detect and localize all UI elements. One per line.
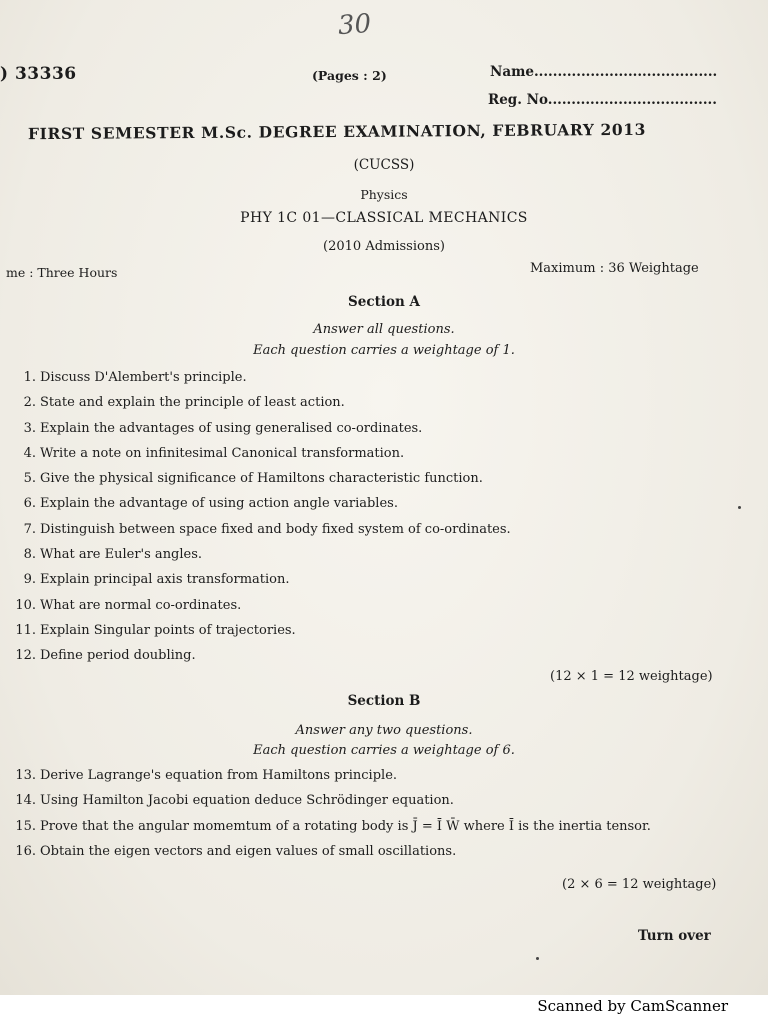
section-a-title: Section A [348,294,420,310]
question-text: Distinguish between space fixed and body fixed system of co-ordinates. [40,521,511,537]
question-number: 1. [23,370,36,385]
question-item [6,471,511,496]
section-b-instruction-2: Each question carries a weightage of 6. [253,743,515,758]
turn-over-label: Turn over [638,928,711,944]
section-b-instruction-1: Answer any two questions. [295,723,473,738]
question-number: 13. [15,768,36,783]
speck-mark [738,506,741,509]
question-text: Obtain the eigen vectors and eigen values of small oscillations. [40,843,457,859]
question-text: State and explain the principle of least action. [40,395,345,411]
question-text: Explain the advantages of using generalised co-ordinates. [40,420,423,436]
section-b-title: Section B [347,693,421,709]
question-text: Give the physical significance of Hamiltons characteristic function. [40,471,483,487]
question-item [6,446,511,471]
exam-maximum: Maximum : 36 Weightage [530,261,699,276]
question-text: Explain principal axis transformation. [40,572,290,588]
question-number: 8. [23,547,36,563]
question-item [6,522,511,547]
section-b-question-list [6,768,651,869]
question-number: 4. [23,445,36,461]
question-item [6,623,511,648]
page-count: (Pages : 2) [312,68,387,83]
question-number: 6. [23,496,36,512]
question-number: 14. [15,793,36,809]
question-text: Write a note on infinitesimal Canonical transformation. [40,445,405,461]
question-text: Explain the advantage of using action angle variables. [40,496,398,512]
speck-mark [536,957,539,960]
question-number: 2. [23,395,36,411]
question-item [6,572,511,597]
question-item [6,598,511,623]
question-number: 10. [15,597,36,613]
question-item [6,819,651,844]
question-item [6,844,651,869]
question-item [6,547,511,572]
question-item [6,648,511,673]
exam-admissions: (2010 Admissions) [323,239,445,254]
question-item [6,768,651,793]
handwritten-page-mark: 30 [336,8,373,42]
section-a-instruction-1: Answer all questions. [313,322,455,337]
section-b-weightage: (2 × 6 = 12 weightage) [562,877,717,892]
question-text: Using Hamilton Jacobi equation deduce Schrödinger equation. [40,793,454,809]
question-number: 12. [15,648,36,664]
question-item [6,395,511,420]
question-text: Discuss D'Alembert's principle. [40,370,247,385]
question-item [6,496,511,521]
question-number: 15. [15,818,36,834]
question-text: What are Euler's angles. [40,547,203,563]
question-number: 5. [23,471,36,487]
question-number: 3. [23,420,36,436]
question-text: Explain Singular points of trajectories. [40,622,296,638]
paper-code-number: ) 33336 [0,64,77,84]
exam-time: me : Three Hours [6,265,118,280]
question-number: 7. [23,521,36,537]
question-number: 11. [15,622,36,638]
section-a-weightage: (12 × 1 = 12 weightage) [550,669,713,684]
camscanner-watermark: Scanned by CamScanner [537,997,728,1015]
exam-subject: Physics [360,187,408,202]
exam-title: FIRST SEMESTER M.Sc. DEGREE EXAMINATION, FEBRUARY 2013 [27,119,647,144]
question-item [6,793,651,818]
question-number: 9. [23,572,36,588]
question-text: Define period doubling. [40,648,196,664]
question-item [6,370,511,395]
code-value: 33336 [14,64,77,84]
section-a-question-list [6,370,511,674]
question-text: What are normal co-ordinates. [40,597,242,613]
exam-paper-title: PHY 1C 01—CLASSICAL MECHANICS [240,210,528,226]
question-item [6,421,511,446]
question-text: Derive Lagrange's equation from Hamiltons principle. [40,768,398,783]
exam-scheme: (CUCSS) [353,157,415,173]
reg-no-field: Reg. No.................................... [488,92,717,108]
question-number: 16. [15,843,36,859]
question-text: Prove that the angular momemtum of a rotating body is J̄ = Ī W̄ where Ī is the inertia tensor. [40,818,651,834]
name-field: Name....................................... [490,64,718,80]
section-a-instruction-2: Each question carries a weightage of 1. [253,343,515,358]
